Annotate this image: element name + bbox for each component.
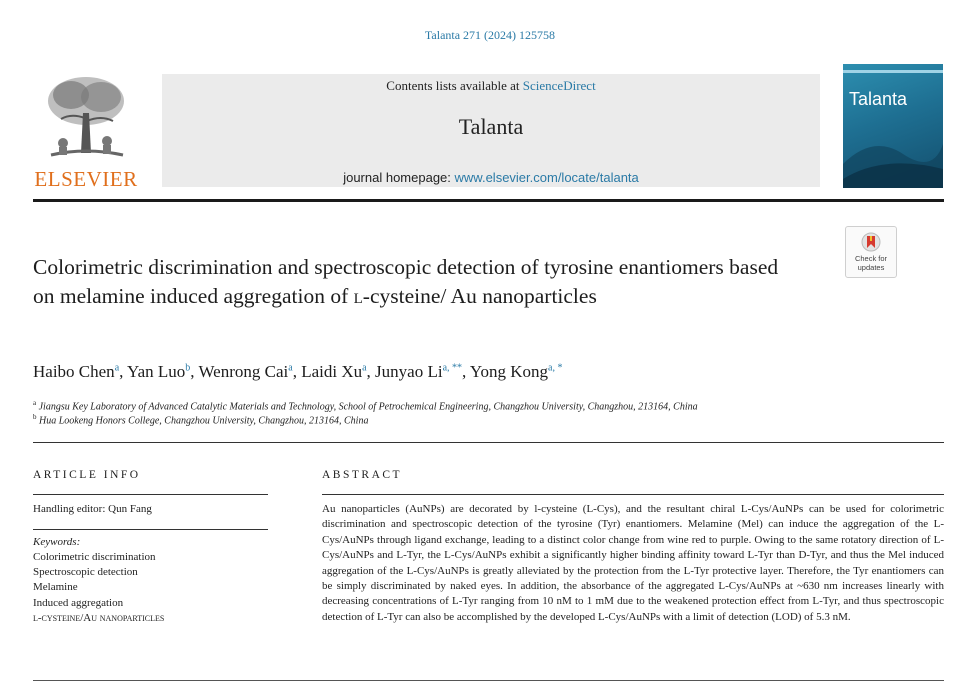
keyword-item: Spectroscopic detection xyxy=(33,566,138,579)
contents-prefix: Contents lists available at xyxy=(386,78,523,93)
elsevier-wordmark: ELSEVIER xyxy=(34,167,138,191)
journal-name: Talanta xyxy=(458,114,524,139)
author-list: Haibo Chen$^a$, Yan Luo$^b$, Wenrong Cai$^a$, Laidi Xu$^a$, Junyao $Li^{a, **}$, Yong Kong$^{a, *}$ xyxy=(33,362,563,381)
cover-artwork-icon xyxy=(843,124,943,188)
bookmark-icon xyxy=(861,232,881,254)
title-part-2: -cysteine/ Au nanoparticles xyxy=(362,284,597,308)
elsevier-tree-icon xyxy=(41,73,131,161)
contents-available-line xyxy=(162,78,820,94)
journal-cover-image[interactable] xyxy=(843,64,943,188)
author-name[interactable]: Junyao Li xyxy=(375,362,443,381)
homepage-prefix: journal homepage: xyxy=(343,170,455,185)
handling-editor: Handling editor: Qun Fang xyxy=(33,503,152,515)
affiliation-text: Hua Lookeng Honors College, Changzhou University, Changzhou, 213164, China xyxy=(39,415,369,427)
title-part-1: Colorimetric discrimination and spectroscopic detection of tyrosine enantiomers based on melamine induced aggregation of xyxy=(33,255,779,308)
authors-divider xyxy=(33,442,944,443)
keyword-list xyxy=(33,550,164,626)
author-name[interactable]: Yan Luo xyxy=(127,362,186,381)
author-name[interactable]: Haibo Chen xyxy=(33,362,115,381)
author-affiliation-marker[interactable]: a xyxy=(114,362,120,374)
bottom-divider xyxy=(33,680,944,681)
article-info-heading: ARTICLE INFO xyxy=(33,469,141,481)
check-for-updates-button[interactable] xyxy=(845,226,897,278)
keywords-heading: Keywords: xyxy=(33,536,81,548)
keyword-item xyxy=(33,611,164,626)
cover-stripe xyxy=(843,70,943,73)
author-affiliation-marker[interactable]: a xyxy=(288,362,293,374)
journal-banner xyxy=(162,74,820,187)
check-updates-line-1: Check for xyxy=(854,254,888,263)
affiliation-label: b xyxy=(33,413,37,421)
author-name[interactable]: Wenrong Cai xyxy=(198,362,289,381)
author-name[interactable]: Yong Kong xyxy=(469,362,549,381)
journal-homepage-link[interactable]: www.elsevier.com/locate/talanta xyxy=(454,170,639,185)
check-for-updates-label xyxy=(846,255,896,272)
keyword-item: Colorimetric discrimination xyxy=(33,551,156,563)
cover-title: Talanta xyxy=(849,89,908,109)
journal-homepage-line xyxy=(162,170,820,185)
keyword-item: Induced aggregation xyxy=(33,596,124,609)
header-divider xyxy=(33,199,944,202)
title-smallcaps: l xyxy=(353,284,363,308)
author-affiliation-marker[interactable]: a xyxy=(362,362,367,374)
affiliation-text: Jiangsu Key Laboratory of Advanced Catalytic Materials and Technology, School of Petrochemical Engineering, Changzhou University, Changzhou, 213164, China xyxy=(38,401,698,413)
affiliation-label: a xyxy=(33,399,37,407)
abstract-divider xyxy=(322,494,944,495)
author-affiliation-marker[interactable]: a, ** xyxy=(442,362,463,374)
affiliation-a xyxy=(33,399,698,412)
elsevier-logo[interactable] xyxy=(33,71,139,191)
check-updates-line-2: updates xyxy=(857,262,885,272)
sciencedirect-link[interactable]: ScienceDirect xyxy=(522,78,596,93)
author-affiliation-marker[interactable]: b xyxy=(185,362,191,374)
author-affiliation-marker[interactable]: a, * xyxy=(548,362,563,374)
keyword-text: l-cysteine/Au nanoparticles xyxy=(33,611,165,624)
article-title xyxy=(33,253,793,311)
article-info-divider xyxy=(33,494,268,495)
keywords-divider xyxy=(33,529,268,530)
journal-citation[interactable]: Talanta 271 (2024) 125758 xyxy=(424,28,556,42)
keyword-item: Melamine xyxy=(33,581,78,594)
affiliation-b xyxy=(33,413,368,426)
abstract-heading: ABSTRACT xyxy=(322,469,403,481)
author-name[interactable]: Laidi Xu xyxy=(301,362,363,381)
abstract-body: Au nanoparticles (AuNPs) are decorated by l-cysteine (L-Cys), and the resultant chiral L-Cys/AuNPs can be used for colorimetric discrimination and spectroscopic detection of the tyrosine (Tyr) enantiomers. Melamine (Mel) can induce the aggregation of the L-Cys/AuNPs through ligand exchange, leading to a distinct color change from wine red to purple. Owing to the same rotatory direction of L-Cys/AuNPs and L-Tyr, the L-Cys/AuNPs exhibit a significantly higher binding affinity toward L-Tyr than D-Tyr, and thus the Mel induced aggregation of the L-Cys/AuNPs is greatly alleviated by the protection from the L-Tyr protective layer. Therefore, the Tyr enantiomers can be simply discriminated by naked eyes. In addition, the absorbance of the aggregated L-Cys/AuNPs at ~630 nm increases linearly with decreasing concentrations of L-Tyr ranging from 10 nM to 1 mM due to the weakened protection effect from L-Tyr, and thus spectroscopic detection of L-Tyr can also be accomplished by the developed L-Cys/AuNPs with a limit of detection (LOD) of 5.3 nM. xyxy=(322,503,944,623)
